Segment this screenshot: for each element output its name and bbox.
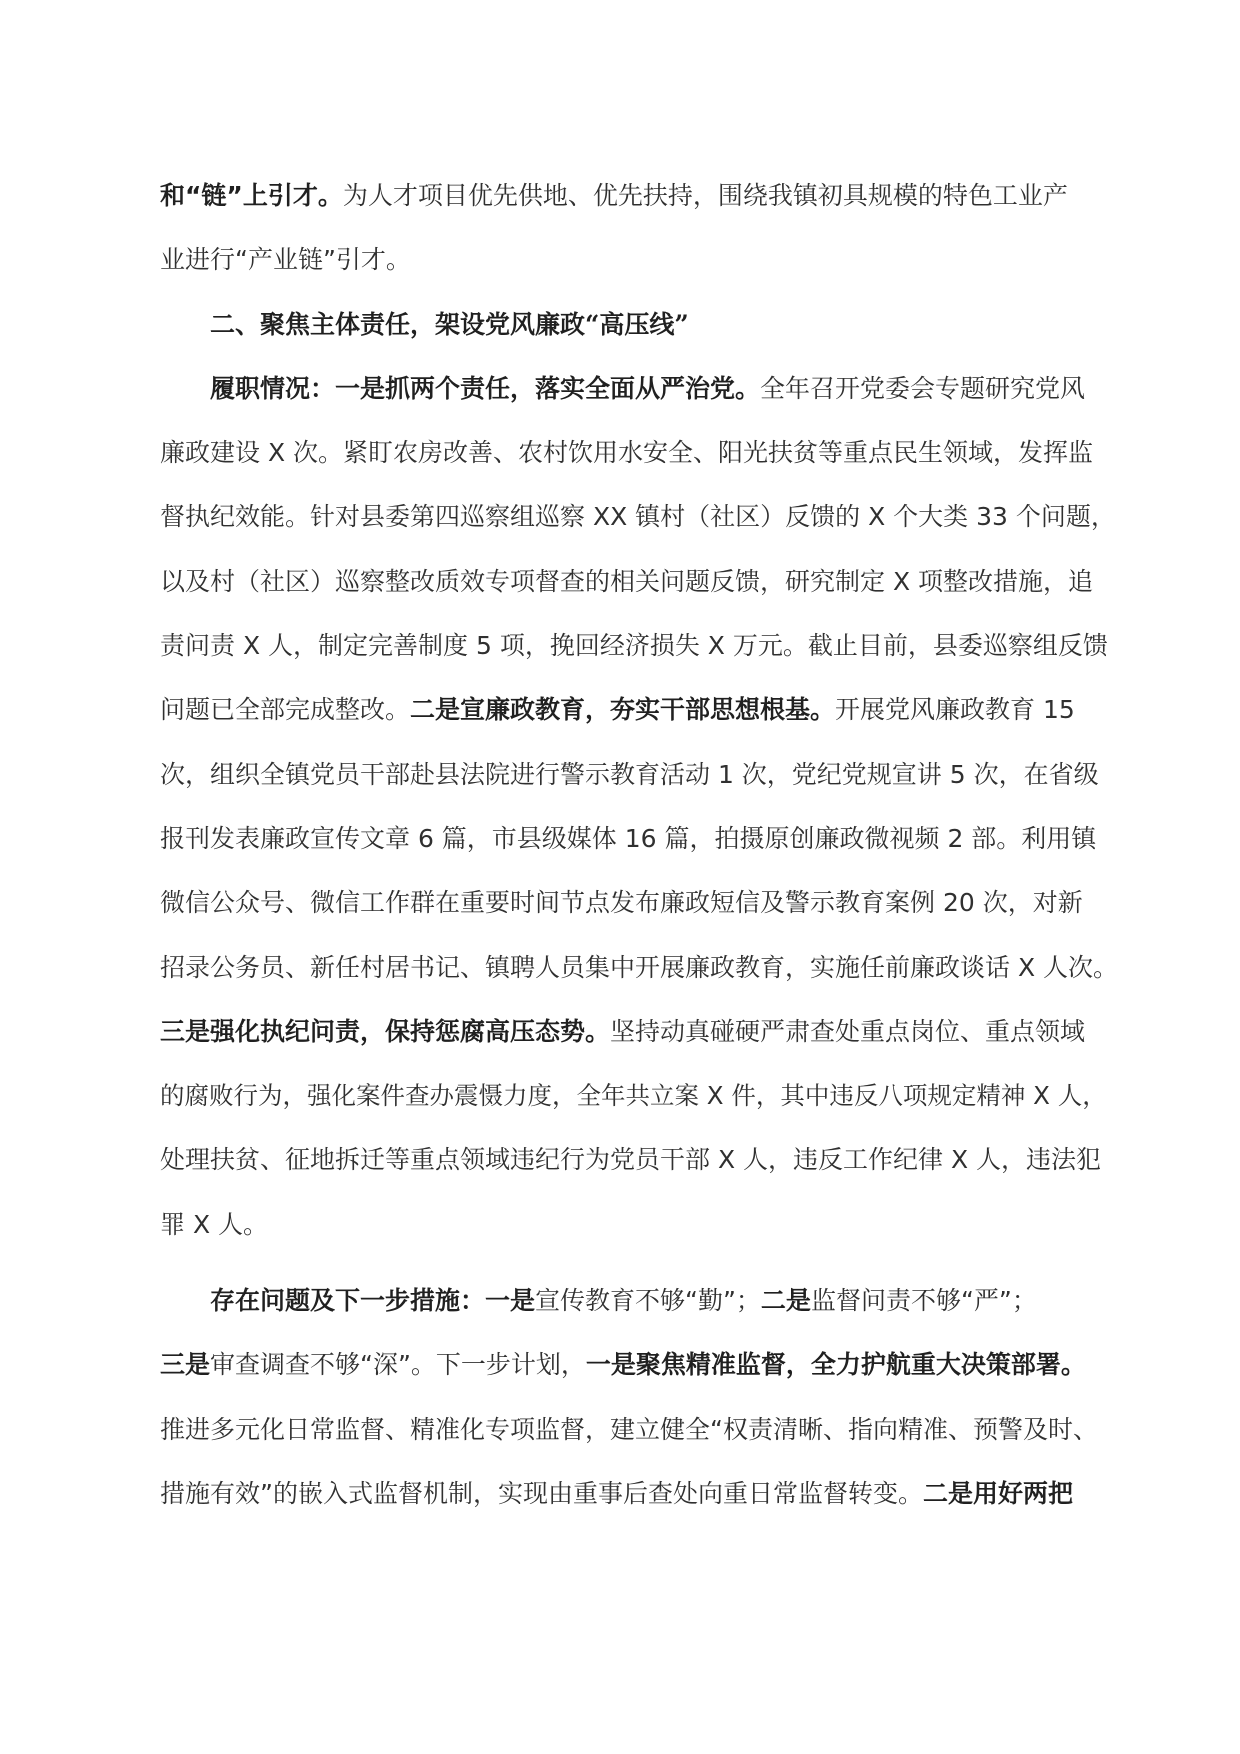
- text-line: [160, 421, 1120, 485]
- text-run: 督执纪效能。针对县委第四巡察组巡察 XX 镇村（社区）反馈的 X 个大类 33 个问题，: [160, 502, 1116, 532]
- text-line: [160, 357, 1120, 421]
- text-run: 监督问责不够“严”；: [810, 1286, 1037, 1316]
- section-heading: [160, 293, 1120, 357]
- bold-text-run: 履职情况：一是抓两个责任，落实全面从严治党。: [210, 373, 761, 403]
- text-run: 责问责 X 人，制定完善制度 5 项，挽回经济损失 X 万元。截止目前，县委巡察组反馈: [160, 631, 1108, 661]
- document-page: [160, 164, 1120, 1526]
- bold-text-run: 和“链”上引才。: [160, 181, 343, 210]
- bold-text-run: 二是: [760, 1286, 811, 1316]
- text-line: [160, 1128, 1120, 1192]
- text-line: [160, 550, 1120, 614]
- bold-text-run: 二、聚焦主体责任，架设党风廉政“高压线”: [210, 309, 689, 339]
- text-run: 以及村（社区）巡察整改质效专项督查的相关问题反馈，研究制定 X 项整改措施，追: [160, 566, 1094, 596]
- text-run: 宣传教育不够“勤”；: [535, 1286, 761, 1316]
- text-run: 罪 X 人。: [160, 1209, 269, 1239]
- text-line: [160, 614, 1120, 678]
- text-line: [160, 743, 1120, 807]
- text-line: [160, 1462, 1120, 1526]
- text-line: [160, 1000, 1120, 1064]
- text-line: [160, 807, 1120, 871]
- text-run: 全年召开党委会专题研究党风: [760, 373, 1086, 403]
- text-run: 招录公务员、新任村居书记、镇聘人员集中开展廉政教育，实施任前廉政谈话 X 人次。: [160, 952, 1119, 982]
- text-run: 处理扶贫、征地拆迁等重点领域违纪行为党员干部 X 人，违反工作纪律 X 人，违法犯: [160, 1145, 1102, 1175]
- text-line: [160, 678, 1120, 742]
- bold-text-run: 三是: [160, 1350, 211, 1380]
- text-run: 推进多元化日常监督、精准化专项监督，建立健全“权责清晰、指向精准、预警及时、: [160, 1414, 1098, 1444]
- text-line: [160, 1398, 1120, 1462]
- text-line: [160, 164, 1120, 228]
- bold-text-run: 存在问题及下一步措施：一是: [210, 1286, 536, 1316]
- text-run: 业进行“产业链”引才。: [160, 245, 411, 275]
- text-run: 报刊发表廉政宣传文章 6 篇，市县级媒体 16 篇，拍摄原创廉政微视频 2 部。利用镇: [160, 823, 1097, 853]
- bold-text-run: 二是宣廉政教育，夯实干部思想根基。: [410, 695, 836, 725]
- text-run: 措施有效”的嵌入式监督机制，实现由重事后查处向重日常监督转变。: [160, 1478, 923, 1508]
- text-run: 的腐败行为，强化案件查办震慑力度，全年共立案 X 件，其中违反八项规定精神 X 人，: [160, 1081, 1107, 1111]
- text-line: [160, 485, 1120, 549]
- text-run: 开展党风廉政教育 15: [835, 695, 1075, 725]
- text-line: [160, 1269, 1120, 1333]
- text-run: 次，组织全镇党员干部赴县法院进行警示教育活动 1 次，党纪党规宣讲 5 次，在省级: [160, 759, 1099, 789]
- text-line: [160, 871, 1120, 935]
- text-line: [160, 1333, 1120, 1397]
- text-run: 为人才项目优先供地、优先扶持，围绕我镇初具规模的特色工业产: [342, 181, 1068, 210]
- text-line: [160, 228, 1120, 292]
- text-line: [160, 936, 1120, 1000]
- bold-text-run: 三是强化执纪问责，保持惩腐高压态势。: [160, 1016, 611, 1046]
- text-line: [160, 1064, 1120, 1128]
- text-run: 问题已全部完成整改。: [160, 695, 411, 725]
- text-run: 廉政建设 X 次。紧盯农房改善、农村饮用水安全、阳光扶贫等重点民生领域，发挥监: [160, 438, 1094, 468]
- text-line: [160, 1193, 1120, 1257]
- bold-text-run: 一是聚焦精准监督，全力护航重大决策部署。: [585, 1350, 1086, 1380]
- text-run: 微信公众号、微信工作群在重要时间节点发布廉政短信及警示教育案例 20 次，对新: [160, 888, 1083, 918]
- bold-text-run: 二是用好两把: [922, 1478, 1073, 1508]
- text-run: 坚持动真碰硬严肃查处重点岗位、重点领域: [610, 1016, 1086, 1046]
- paragraph-gap: [160, 1257, 1120, 1269]
- text-run: 审查调查不够“深”。下一步计划，: [210, 1350, 586, 1380]
